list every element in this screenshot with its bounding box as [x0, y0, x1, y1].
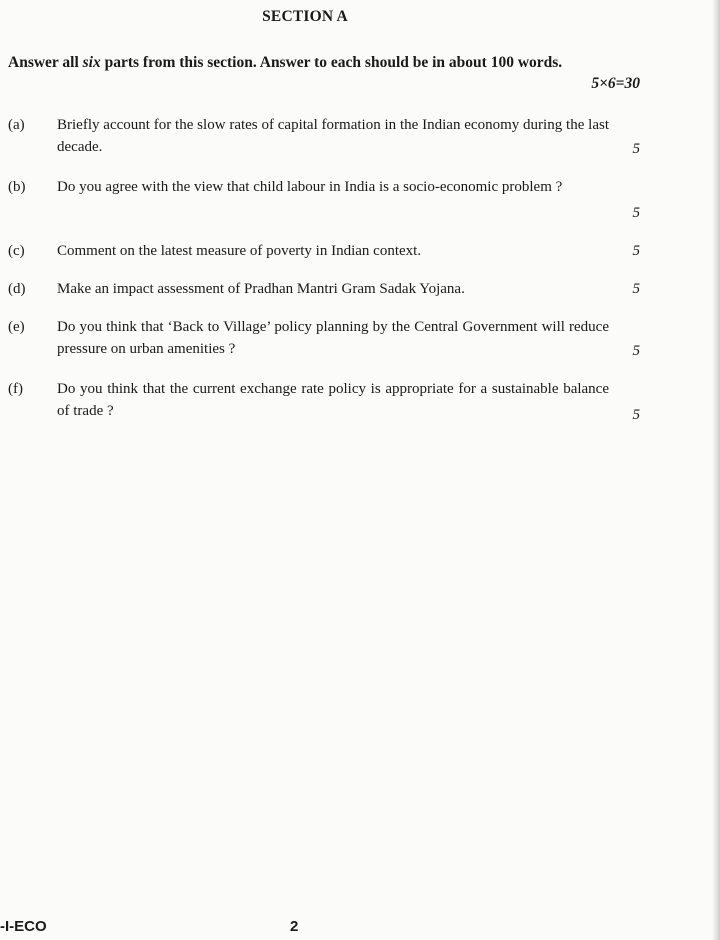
- question-label: (e): [8, 319, 25, 335]
- question-text: Make an impact assessment of Pradhan Mantri Gram Sadak Yojana.: [57, 281, 465, 297]
- instructions-part2: parts from this section. Answer to each should be in about 100 words.: [100, 54, 563, 71]
- page-number: 2: [290, 918, 299, 935]
- question-text: Do you think that ‘Back to Village’ policy planning by the Central Government will reduce pressure on urban amenities ?: [57, 319, 609, 357]
- instructions-part1: Answer all: [8, 54, 83, 71]
- question-marks: 5: [632, 343, 640, 359]
- question-text: Do you think that the current exchange rate policy is appropriate for a sustainable balance of trade ?: [57, 381, 609, 419]
- question-marks: 5: [632, 243, 640, 259]
- question-text: Do you agree with the view that child labour in India is a socio-economic problem ?: [57, 179, 563, 195]
- section-title: SECTION A: [262, 8, 348, 25]
- question-label: (f): [8, 381, 23, 397]
- question-label: (d): [8, 281, 26, 297]
- instructions-emphasis: six: [82, 54, 101, 71]
- question-marks: 5: [632, 205, 640, 221]
- instructions: [8, 50, 640, 75]
- question-text: Comment on the latest measure of poverty in Indian context.: [57, 243, 422, 259]
- question-label: (c): [8, 243, 25, 259]
- question-marks: 5: [632, 281, 640, 297]
- question-text: Briefly account for the slow rates of capital formation in the Indian economy during the last decade.: [57, 117, 609, 155]
- paper-code: -I-ECO: [0, 918, 47, 935]
- question-label: (a): [8, 117, 25, 133]
- marks-total: 5×6=30: [591, 75, 640, 92]
- question-label: (b): [8, 179, 26, 195]
- question-marks: 5: [632, 407, 640, 423]
- question-marks: 5: [632, 141, 640, 157]
- scan-edge-shadow: [712, 0, 720, 940]
